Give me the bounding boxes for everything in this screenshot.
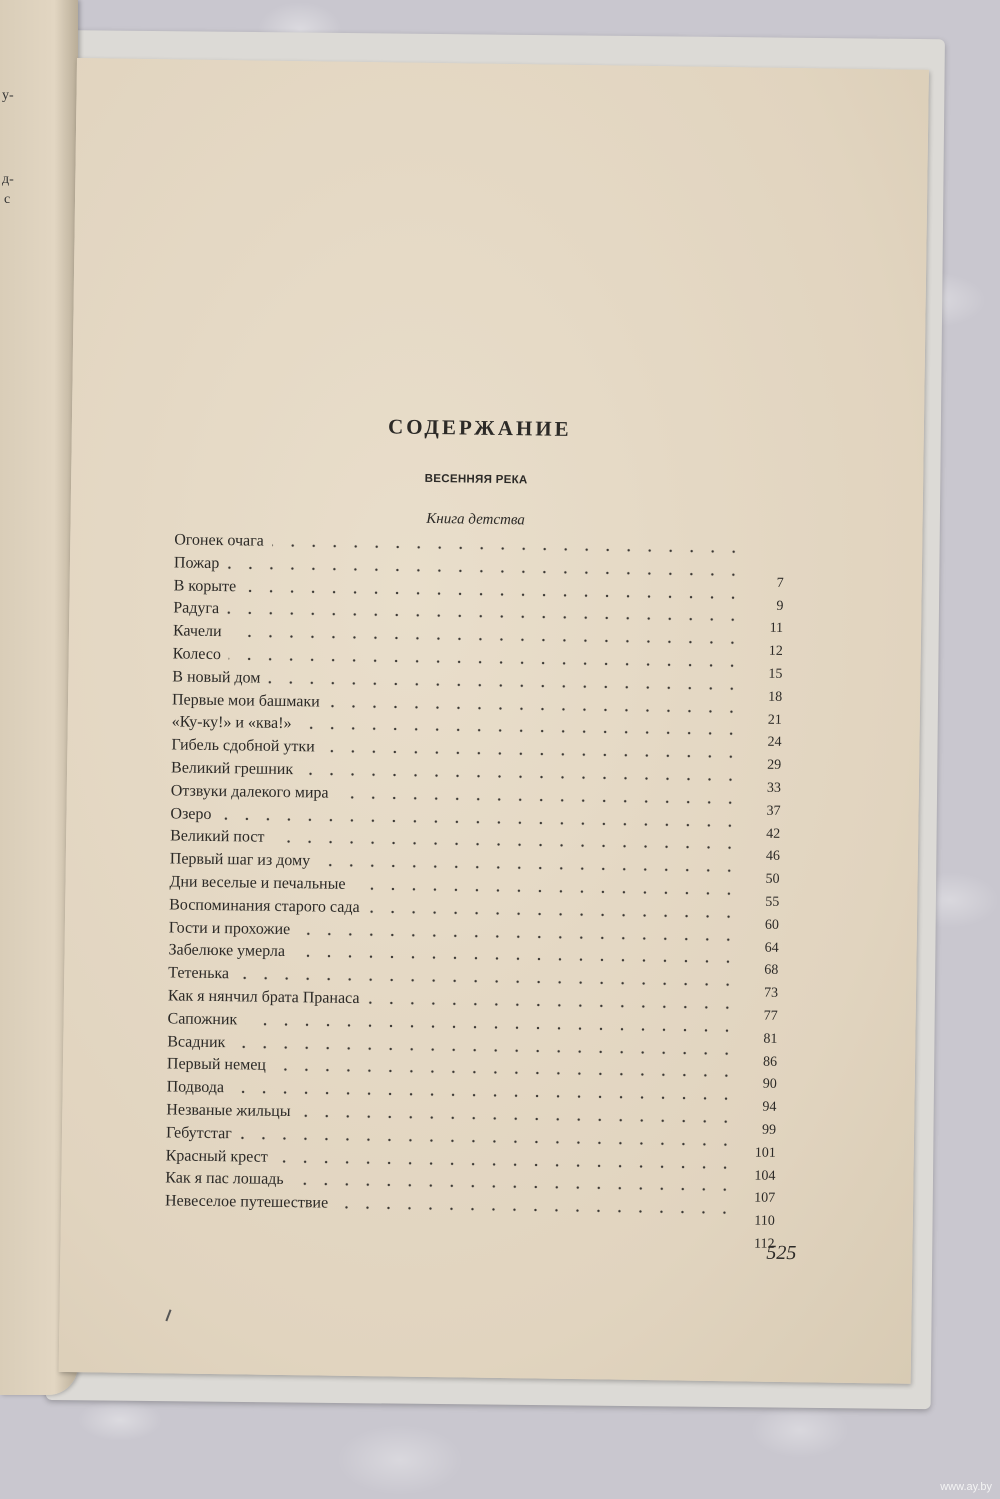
toc-entry-title: «Ку-ку!» и «ква!» <box>171 713 292 733</box>
toc-list <box>164 529 785 1252</box>
toc-entry-page: 42 <box>766 826 781 842</box>
toc-entry-page: 64 <box>764 940 779 956</box>
toc-entry-page: 11 <box>769 621 784 637</box>
toc-entry-page: 104 <box>754 1168 776 1184</box>
leader-dots <box>227 566 744 576</box>
leader-dots <box>337 795 741 804</box>
toc-entry-title: Воспоминания старого сада <box>169 896 360 916</box>
toc-entry-page: 37 <box>766 803 781 819</box>
leader-dots <box>219 817 740 827</box>
toc-entry-title: Незваные жильцы <box>166 1101 291 1121</box>
toc-entry-title: Гебутстаг <box>165 1124 232 1142</box>
toc-entry-title: Отзвуки далекого мира <box>170 782 329 802</box>
leader-dots <box>322 750 741 759</box>
toc-entry-page: 73 <box>763 985 779 1002</box>
toc-entry-title: Всадник <box>167 1032 226 1051</box>
toc-entry-page: 101 <box>754 1145 776 1161</box>
leader-dots <box>240 1136 736 1146</box>
leader-dots <box>336 1206 735 1215</box>
leader-dots <box>230 634 743 644</box>
leader-dots <box>328 704 742 713</box>
toc-entry-title: Первый немец <box>166 1055 267 1075</box>
toc-entry-title: Первые мои башмаки <box>171 690 320 711</box>
toc-entry-title: Великий грешник <box>170 759 294 779</box>
toc-entry-title: Тетенька <box>168 964 230 983</box>
subsection-heading: Книга детства <box>426 510 525 529</box>
leader-dots <box>272 544 744 554</box>
toc-entry-page: 50 <box>765 871 780 888</box>
toc-entry-title: Озеро <box>170 804 212 823</box>
toc-entry-title: Невеселое путешествие <box>164 1192 329 1212</box>
leader-dots <box>274 1068 737 1077</box>
leader-dots <box>367 910 739 918</box>
toc-entry-title: Как я нянчил брата Пранаса <box>167 987 360 1007</box>
toc-entry-page: 15 <box>768 666 783 682</box>
leader-dots <box>229 657 743 667</box>
toc-title: СОДЕРЖАНИЕ <box>387 414 572 441</box>
toc-entry-page: 21 <box>767 712 782 728</box>
leader-dots <box>368 1001 738 1009</box>
watermark: www.ay.by <box>940 1481 992 1493</box>
toc-entry-title: В новый дом <box>172 668 261 687</box>
toc-entry-title: Великий пост <box>170 827 265 847</box>
page-number: 525 <box>766 1241 797 1265</box>
leader-dots <box>291 1182 735 1191</box>
toc-entry-page: 90 <box>762 1077 777 1093</box>
left-page-fragment: с <box>4 192 11 207</box>
leader-dots <box>353 887 739 895</box>
leader-dots <box>244 589 744 599</box>
toc-entry-page: 7 <box>776 575 784 591</box>
toc-entry-page: 55 <box>765 894 780 910</box>
section-heading: ВЕСЕННЯЯ РЕКА <box>424 472 528 487</box>
toc-entry-title: Колесо <box>172 645 222 664</box>
toc-entry-page: 99 <box>761 1122 777 1138</box>
toc-entry-title: Пожар <box>173 554 220 572</box>
leader-dots <box>246 1022 738 1032</box>
toc-entry-page: 60 <box>764 917 780 933</box>
toc-entry-page: 77 <box>763 1008 778 1024</box>
pencil-mark <box>165 1309 171 1321</box>
toc-entry-title: Сапожник <box>167 1010 238 1029</box>
leader-dots <box>237 976 738 986</box>
leader-dots <box>272 840 740 850</box>
toc-entry-title: Радуга <box>173 599 220 618</box>
toc-entry-title: Гости и прохожие <box>168 918 291 938</box>
toc-entry-page: 46 <box>765 849 781 865</box>
toc-entry-page: 33 <box>766 780 781 796</box>
leader-dots <box>276 1159 736 1168</box>
toc-entry-title: Дни веселые и печальные <box>169 873 346 893</box>
leader-dots <box>292 954 738 963</box>
toc-entry-title: Огонек очага <box>174 531 264 550</box>
toc-entry-page: 29 <box>767 757 782 774</box>
leader-dots <box>300 727 742 736</box>
toc-entry-title: В корыте <box>173 576 237 595</box>
toc-entry-page: 18 <box>768 689 783 705</box>
toc-entry-page: 107 <box>754 1190 776 1207</box>
leader-dots <box>268 681 742 691</box>
leader-dots <box>227 612 743 622</box>
leader-dots <box>298 1114 736 1123</box>
leader-dots <box>301 772 741 781</box>
left-page-fragment: у- <box>2 88 14 103</box>
leader-dots <box>318 864 740 873</box>
toc-entry-page: 81 <box>763 1031 778 1047</box>
toc-entry-page: 86 <box>762 1054 778 1070</box>
leader-dots <box>232 1090 737 1100</box>
toc-entry-title: Забелюке умерла <box>168 941 286 961</box>
toc-entry-page: 24 <box>767 735 782 751</box>
left-page-fragment: д- <box>2 172 14 187</box>
toc-entry-page: 12 <box>768 643 783 660</box>
toc-entry-page: 9 <box>776 598 784 614</box>
toc-entry-title: Как я пас лошадь <box>165 1169 284 1189</box>
toc-entry-title: Качели <box>172 622 222 641</box>
toc-entry-title: Первый шаг из дому <box>169 850 311 870</box>
toc-entry-page: 68 <box>764 963 779 979</box>
toc-entry-title: Красный крест <box>165 1146 268 1166</box>
toc-entry-page: 110 <box>754 1213 775 1229</box>
leader-dots <box>233 1045 737 1055</box>
toc-entry-title: Подвода <box>166 1078 225 1097</box>
leader-dots <box>298 932 739 941</box>
right-page <box>59 58 929 1384</box>
toc-entry-title: Гибель сдобной утки <box>171 736 315 756</box>
toc-entry-page: 112 <box>753 1236 775 1252</box>
toc-entry-page: 94 <box>762 1099 777 1115</box>
